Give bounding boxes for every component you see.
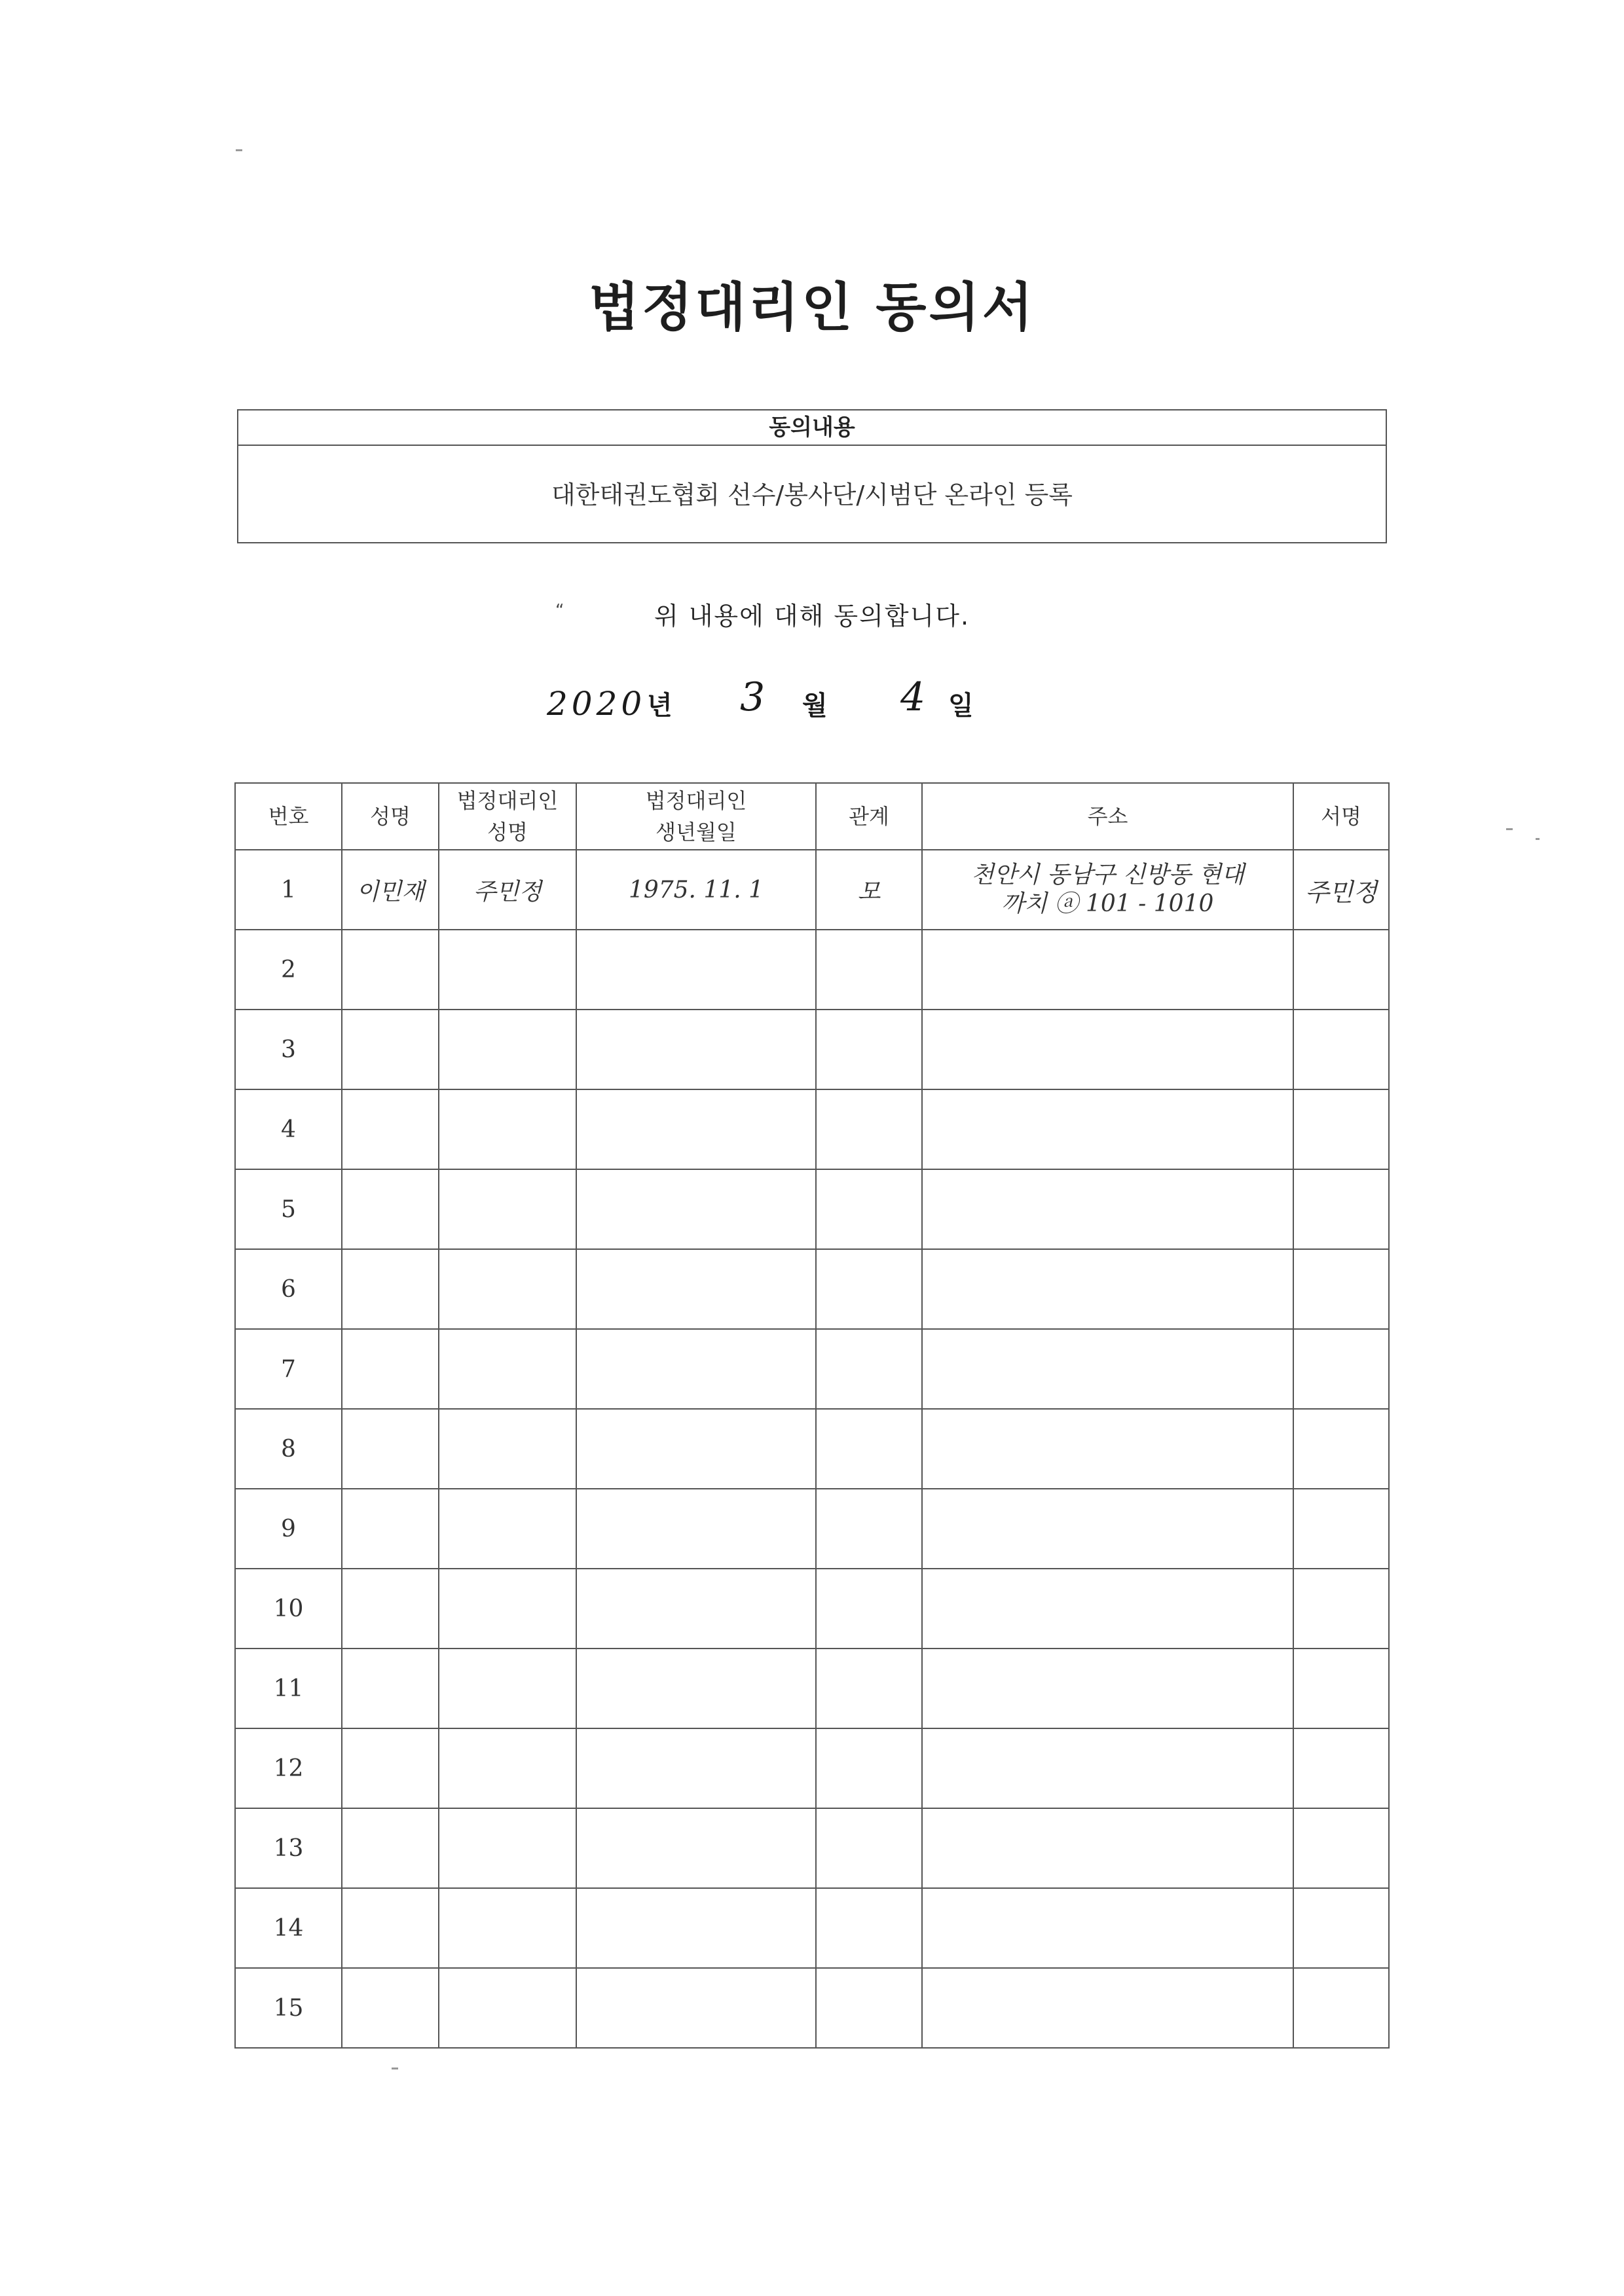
date-day-label: 일: [948, 691, 974, 721]
row-address[interactable]: [922, 1968, 1293, 2048]
header-guardian-name: [439, 783, 576, 850]
row-guardian-birth[interactable]: [576, 1169, 816, 1249]
row-address[interactable]: [922, 1728, 1293, 1808]
row-signature[interactable]: [1293, 1649, 1389, 1728]
row-signature[interactable]: [1293, 930, 1389, 1010]
header-signature: 서명: [1293, 783, 1389, 850]
table-row: [235, 1569, 1389, 1649]
header-guardian-birth-line1: 법정대리인: [645, 788, 747, 813]
row-guardian-birth[interactable]: [576, 1409, 816, 1489]
header-guardian-name-line1: 법정대리인: [456, 788, 559, 813]
row-relation[interactable]: [816, 1089, 922, 1169]
row-guardian-birth[interactable]: [576, 1489, 816, 1569]
table-row: [235, 850, 1389, 930]
row-signature[interactable]: [1293, 1089, 1389, 1169]
signing-date: [0, 674, 1624, 727]
row-no: 15: [235, 1968, 342, 2048]
row-guardian-birth[interactable]: [576, 1728, 816, 1808]
row-address-line1: 천안시 동남구 신방동 현대: [971, 862, 1244, 888]
row-guardian-birth[interactable]: [576, 930, 816, 1010]
row-name[interactable]: [342, 930, 439, 1010]
row-name[interactable]: [342, 1409, 439, 1489]
table-header-row: [235, 783, 1389, 850]
row-relation[interactable]: [816, 930, 922, 1010]
statement-mark: “: [555, 601, 564, 621]
header-address: 주소: [922, 783, 1293, 850]
row-guardian-name[interactable]: [439, 1169, 576, 1249]
row-guardian-name[interactable]: [439, 1808, 576, 1888]
row-name[interactable]: [342, 1249, 439, 1329]
row-no: 13: [235, 1808, 342, 1888]
table-row: [235, 1169, 1389, 1249]
row-no: 12: [235, 1728, 342, 1808]
row-signature[interactable]: [1293, 1010, 1389, 1089]
row-guardian-name[interactable]: [439, 930, 576, 1010]
row-relation[interactable]: [816, 1169, 922, 1249]
date-month: 3: [740, 674, 766, 720]
agreement-statement: 위 내용에 대해 동의합니다.: [654, 602, 970, 630]
table-row: [235, 1489, 1389, 1569]
table-row: [235, 1089, 1389, 1169]
row-address[interactable]: [922, 1808, 1293, 1888]
row-guardian-birth[interactable]: [576, 1808, 816, 1888]
row-guardian-name[interactable]: [439, 1329, 576, 1409]
row-address[interactable]: [922, 1888, 1293, 1968]
row-guardian-name[interactable]: [439, 1089, 576, 1169]
header-guardian-birth: [576, 783, 816, 850]
row-name[interactable]: [342, 1569, 439, 1649]
row-signature[interactable]: [1293, 1409, 1389, 1489]
date-month-label: 월: [802, 691, 828, 721]
row-relation[interactable]: [816, 1649, 922, 1728]
date-day: 4: [900, 674, 926, 720]
row-name[interactable]: [342, 1010, 439, 1089]
table-row: [235, 1968, 1389, 2048]
row-guardian-name[interactable]: [439, 1649, 576, 1728]
row-relation[interactable]: [816, 1329, 922, 1409]
table-row: [235, 1409, 1389, 1489]
scan-speck: [236, 149, 242, 151]
consent-body: 대한태권도협회 선수/봉사단/시범단 온라인 등록: [551, 481, 1073, 509]
row-guardian-name[interactable]: [439, 1569, 576, 1649]
header-name: 성명: [342, 783, 439, 850]
header-guardian-name-line2: 성명: [487, 820, 528, 845]
row-guardian-birth[interactable]: [576, 1888, 816, 1968]
row-no: 11: [235, 1649, 342, 1728]
row-signature[interactable]: [1293, 1968, 1389, 2048]
row-name[interactable]: 이민재: [342, 850, 439, 930]
row-relation[interactable]: [816, 1569, 922, 1649]
table-row: [235, 1010, 1389, 1089]
row-relation[interactable]: [816, 1010, 922, 1089]
row-no: 3: [235, 1010, 342, 1089]
row-address[interactable]: [922, 930, 1293, 1010]
date-year: 2020: [547, 685, 646, 723]
row-relation[interactable]: [816, 1968, 922, 2048]
row-no: 8: [235, 1409, 342, 1489]
row-guardian-name[interactable]: [439, 1968, 576, 2048]
row-name[interactable]: [342, 1808, 439, 1888]
row-guardian-birth[interactable]: [576, 1089, 816, 1169]
row-address[interactable]: [922, 1329, 1293, 1409]
row-address-line2: 까치 ⓐ 101 - 1010: [1001, 890, 1214, 917]
row-relation[interactable]: [816, 1888, 922, 1968]
row-address[interactable]: [922, 1409, 1293, 1489]
row-no: 14: [235, 1888, 342, 1968]
row-signature[interactable]: [1293, 1728, 1389, 1808]
scan-speck: [1536, 838, 1540, 840]
row-guardian-name[interactable]: [439, 1249, 576, 1329]
row-address[interactable]: [922, 1569, 1293, 1649]
date-year-label: 년: [647, 691, 673, 721]
row-relation[interactable]: [816, 1249, 922, 1329]
row-guardian-name[interactable]: [439, 1409, 576, 1489]
table-row: [235, 1249, 1389, 1329]
row-address[interactable]: [922, 1089, 1293, 1169]
row-guardian-name[interactable]: [439, 1888, 576, 1968]
row-signature[interactable]: [1293, 1569, 1389, 1649]
row-name[interactable]: [342, 1089, 439, 1169]
document-title: 법정대리인 동의서: [588, 277, 1036, 338]
row-name[interactable]: [342, 1728, 439, 1808]
table-row: [235, 930, 1389, 1010]
row-no: 2: [235, 930, 342, 1010]
row-guardian-birth[interactable]: [576, 1329, 816, 1409]
table-row: [235, 1649, 1389, 1728]
row-no: 9: [235, 1489, 342, 1569]
row-signature[interactable]: [1293, 1249, 1389, 1329]
row-no: 4: [235, 1089, 342, 1169]
scan-speck: [392, 2068, 398, 2069]
row-name[interactable]: [342, 1968, 439, 2048]
row-no: 7: [235, 1329, 342, 1409]
row-name[interactable]: [342, 1169, 439, 1249]
header-relation: 관계: [816, 783, 922, 850]
row-guardian-birth[interactable]: [576, 1249, 816, 1329]
row-signature[interactable]: [1293, 1888, 1389, 1968]
row-guardian-birth[interactable]: [576, 1649, 816, 1728]
row-signature[interactable]: [1293, 1329, 1389, 1409]
header-no: 번호: [235, 783, 342, 850]
row-relation[interactable]: [816, 1409, 922, 1489]
row-address[interactable]: [922, 1649, 1293, 1728]
row-name[interactable]: [342, 1489, 439, 1569]
header-guardian-birth-line2: 생년월일: [655, 820, 737, 845]
guardian-roster-table: [234, 782, 1390, 2049]
row-name[interactable]: [342, 1329, 439, 1409]
row-no: 6: [235, 1249, 342, 1329]
row-guardian-name[interactable]: [439, 1489, 576, 1569]
row-guardian-name[interactable]: [439, 1010, 576, 1089]
row-relation[interactable]: [816, 1728, 922, 1808]
row-address[interactable]: [922, 1010, 1293, 1089]
row-relation[interactable]: [816, 1489, 922, 1569]
table-row: [235, 1808, 1389, 1888]
row-name[interactable]: [342, 1888, 439, 1968]
row-no: 1: [235, 850, 342, 930]
table-row: [235, 1888, 1389, 1968]
row-guardian-birth[interactable]: [576, 1968, 816, 2048]
row-guardian-birth[interactable]: [576, 1569, 816, 1649]
table-row: [235, 1329, 1389, 1409]
scan-speck: [1506, 828, 1513, 830]
row-address[interactable]: [922, 1249, 1293, 1329]
row-guardian-birth[interactable]: 1975. 11. 1: [576, 850, 816, 930]
row-address[interactable]: [922, 1489, 1293, 1569]
row-signature[interactable]: [1293, 1489, 1389, 1569]
row-relation[interactable]: [816, 1808, 922, 1888]
row-signature[interactable]: [1293, 1169, 1389, 1249]
table-row: [235, 1728, 1389, 1808]
row-no: 5: [235, 1169, 342, 1249]
consent-header: 동의내용: [238, 410, 1386, 446]
row-address[interactable]: [922, 850, 1293, 930]
row-guardian-name[interactable]: 주민정: [439, 850, 576, 930]
row-name[interactable]: [342, 1649, 439, 1728]
row-guardian-name[interactable]: [439, 1728, 576, 1808]
consent-content-box: [237, 409, 1387, 543]
row-address[interactable]: [922, 1169, 1293, 1249]
row-no: 10: [235, 1569, 342, 1649]
row-relation[interactable]: 모: [816, 850, 922, 930]
row-guardian-birth[interactable]: [576, 1010, 816, 1089]
row-signature[interactable]: [1293, 1808, 1389, 1888]
row-signature[interactable]: 주민정: [1293, 850, 1389, 930]
